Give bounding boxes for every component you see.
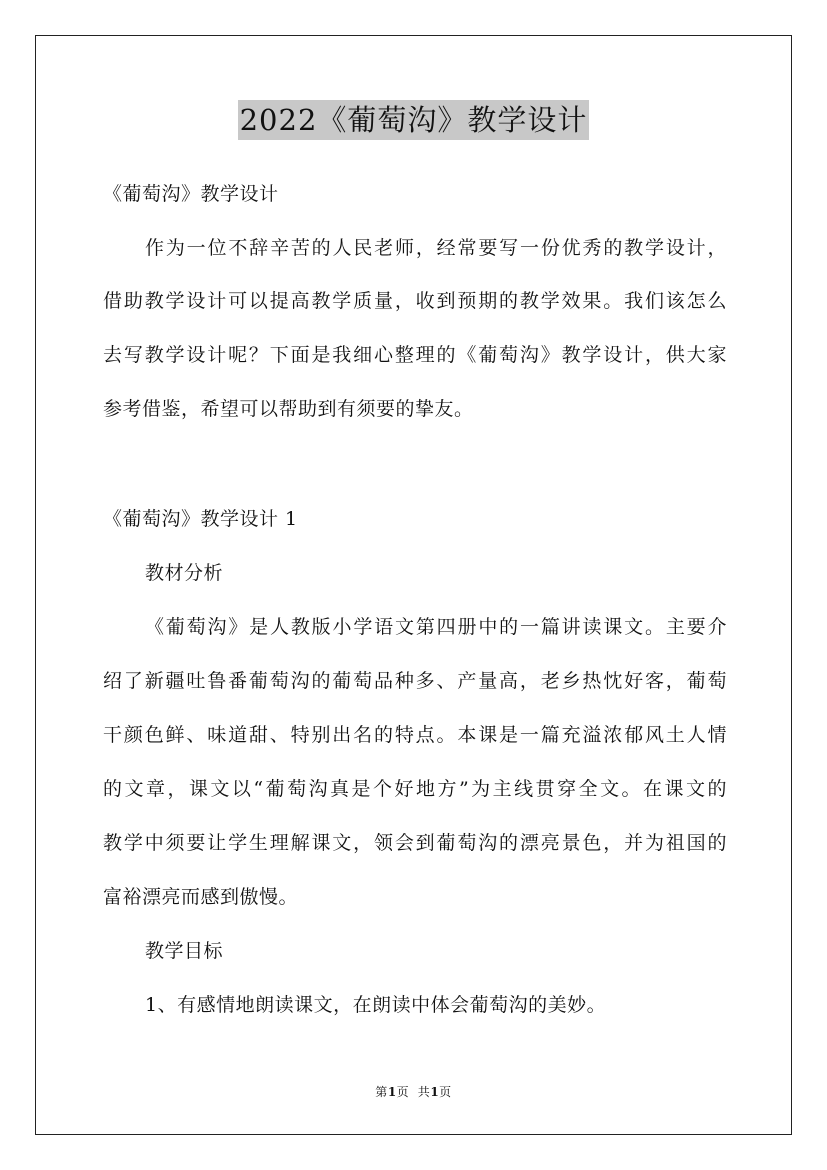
- footer-page-current: 1: [387, 1085, 397, 1099]
- intro-line-1: 作为一位不辞辛苦的人民老师，经常要写一份优秀的教学设计，: [145, 237, 727, 259]
- intro-line-3: 去写教学设计呢？下面是我细心整理的《葡萄沟》教学设计，供大家: [103, 344, 727, 366]
- goal-item-1: 1、有感情地朗读课文，在朗读中体会葡萄沟的美妙。: [145, 994, 607, 1016]
- page-footer: [0, 1084, 827, 1100]
- section1-heading: 《葡萄沟》教学设计 1: [103, 508, 298, 530]
- title-container: [0, 100, 827, 140]
- analysis-heading: 教材分析: [145, 562, 224, 584]
- document-title: 2022《葡萄沟》教学设计: [238, 100, 590, 140]
- analysis-line-1: 《葡萄沟》是人教版小学语文第四册中的一篇讲读课文。主要介: [145, 616, 727, 638]
- intro-line-2: 借助教学设计可以提高教学质量，收到预期的教学效果。我们该怎么: [103, 290, 727, 312]
- intro-line-4: 参考借鉴，希望可以帮助到有须要的挚友。: [103, 398, 474, 420]
- analysis-line-4: 的文章，课文以“葡萄沟真是个好地方”为主线贯穿全文。在课文的: [103, 778, 727, 800]
- footer-page-total: 1: [430, 1085, 440, 1099]
- goals-heading: 教学目标: [145, 940, 224, 962]
- footer-label-pre: 第: [375, 1085, 388, 1099]
- analysis-line-3: 干颜色鲜、味道甜、特别出名的特点。本课是一篇充溢浓郁风土人情: [103, 724, 727, 746]
- footer-label-post: 页: [439, 1085, 452, 1099]
- analysis-line-6: 富裕漂亮而感到傲慢。: [103, 886, 299, 908]
- analysis-line-2: 绍了新疆吐鲁番葡萄沟的葡萄品种多、产量高，老乡热忱好客，葡萄: [103, 670, 727, 692]
- analysis-line-5: 教学中须要让学生理解课文，领会到葡萄沟的漂亮景色，并为祖国的: [103, 832, 727, 854]
- document-subtitle: 《葡萄沟》教学设计: [103, 183, 279, 205]
- footer-label-mid: 页 共: [396, 1085, 431, 1099]
